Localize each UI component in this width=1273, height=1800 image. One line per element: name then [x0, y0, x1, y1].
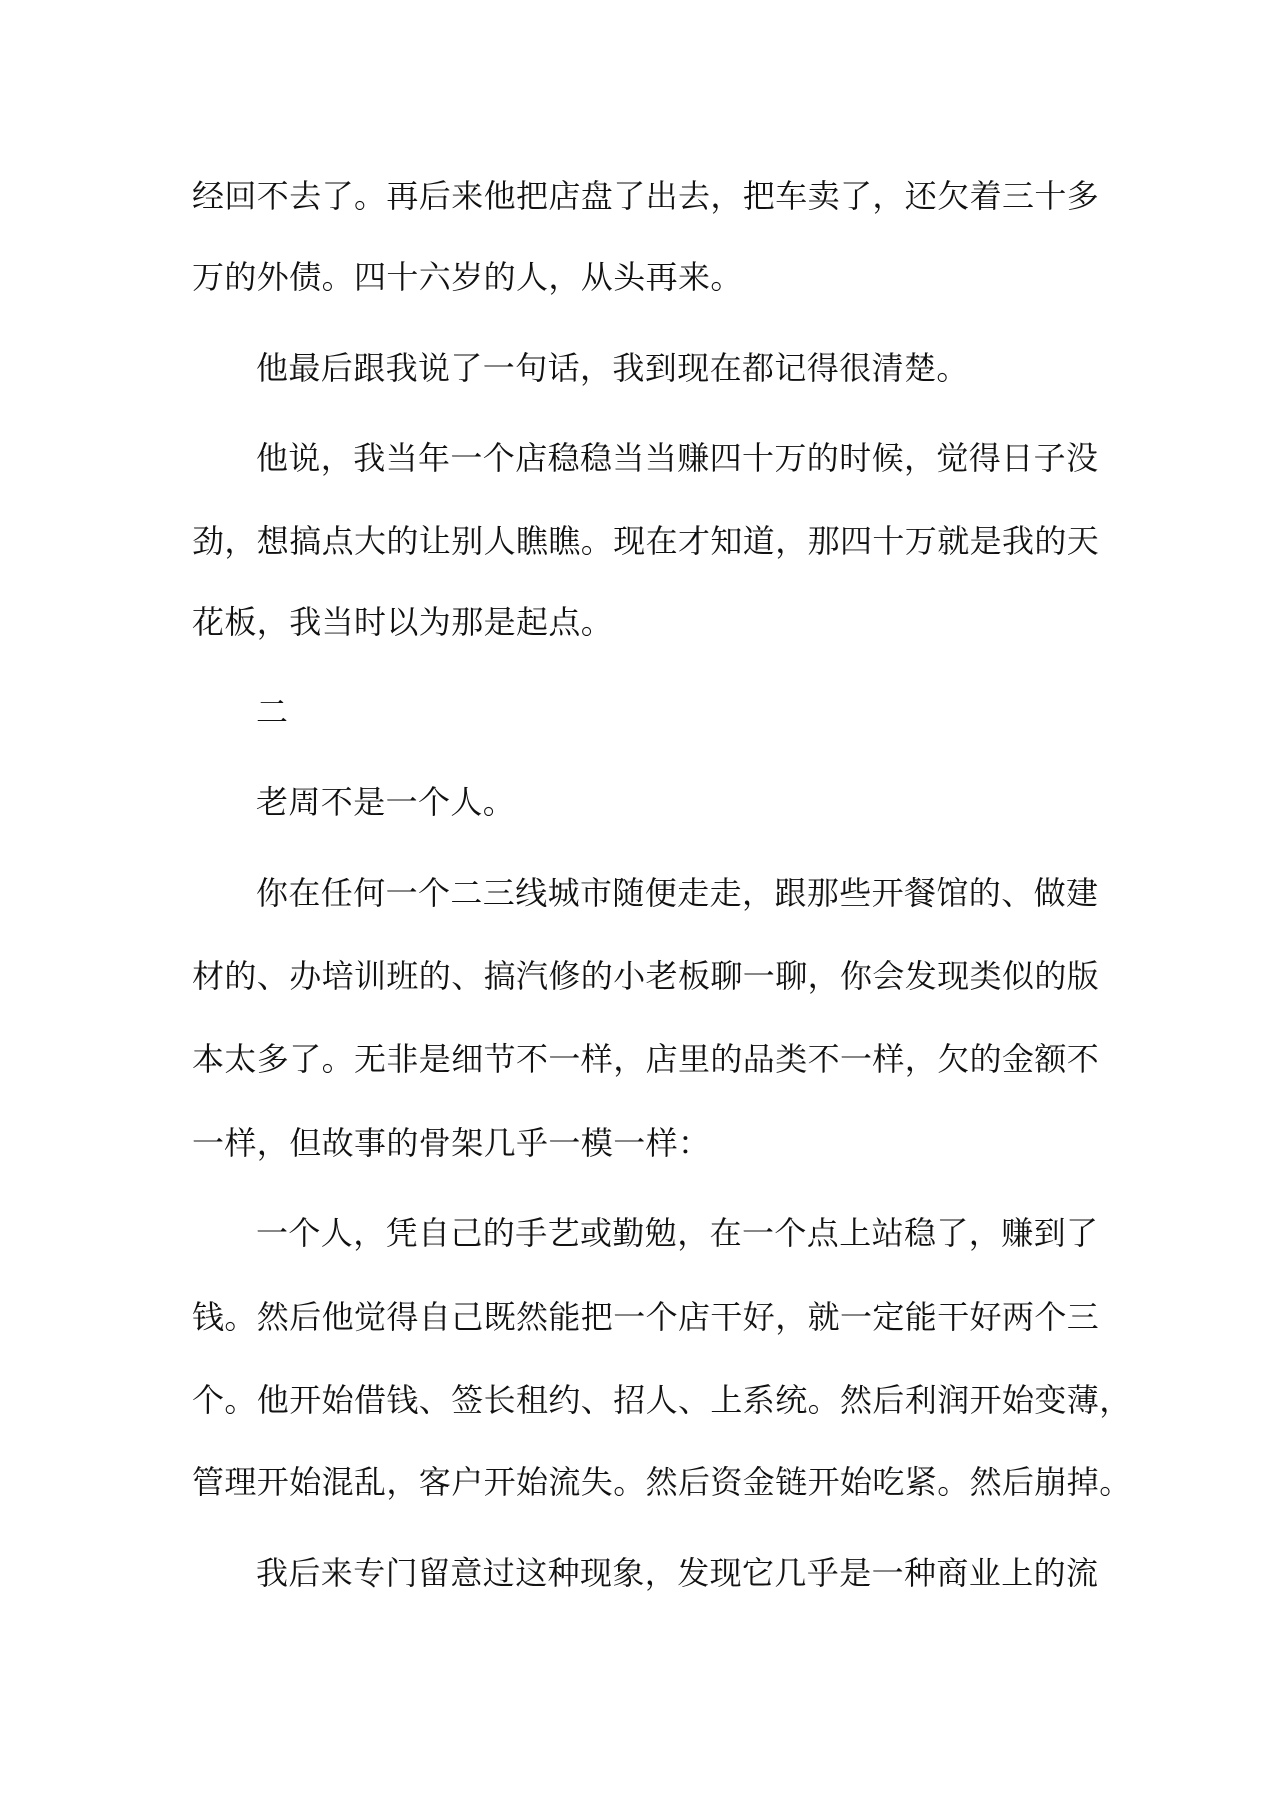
text-line: 个。他开始借钱、签长租约、招人、上系统。然后利润开始变薄， — [192, 1381, 1132, 1419]
section-heading: 二 — [256, 693, 289, 731]
text-line: 一样，但故事的骨架几乎一模一样： — [192, 1124, 711, 1162]
text-line: 他说，我当年一个店稳稳当当赚四十万的时候，觉得日子没 — [256, 439, 1099, 477]
text-line: 万的外债。四十六岁的人，从头再来。 — [192, 258, 743, 296]
text-line: 他最后跟我说了一句话，我到现在都记得很清楚。 — [256, 349, 969, 387]
text-line: 经回不去了。再后来他把店盘了出去，把车卖了，还欠着三十多 — [192, 177, 1100, 215]
text-line: 管理开始混乱，客户开始流失。然后资金链开始吃紧。然后崩掉。 — [192, 1463, 1132, 1501]
text-line: 一个人，凭自己的手艺或勤勉，在一个点上站稳了，赚到了 — [256, 1214, 1099, 1252]
text-line: 我后来专门留意过这种现象，发现它几乎是一种商业上的流 — [256, 1554, 1099, 1592]
text-line: 你在任何一个二三线城市随便走走，跟那些开餐馆的、做建 — [256, 874, 1099, 912]
text-line: 本太多了。无非是细节不一样，店里的品类不一样，欠的金额不 — [192, 1040, 1100, 1078]
text-line: 老周不是一个人。 — [256, 783, 516, 821]
text-line: 花板，我当时以为那是起点。 — [192, 603, 614, 641]
text-line: 钱。然后他觉得自己既然能把一个店干好，就一定能干好两个三 — [192, 1298, 1100, 1336]
text-line: 材的、办培训班的、搞汽修的小老板聊一聊，你会发现类似的版 — [192, 957, 1100, 995]
text-line: 劲，想搞点大的让别人瞧瞧。现在才知道，那四十万就是我的天 — [192, 522, 1100, 560]
